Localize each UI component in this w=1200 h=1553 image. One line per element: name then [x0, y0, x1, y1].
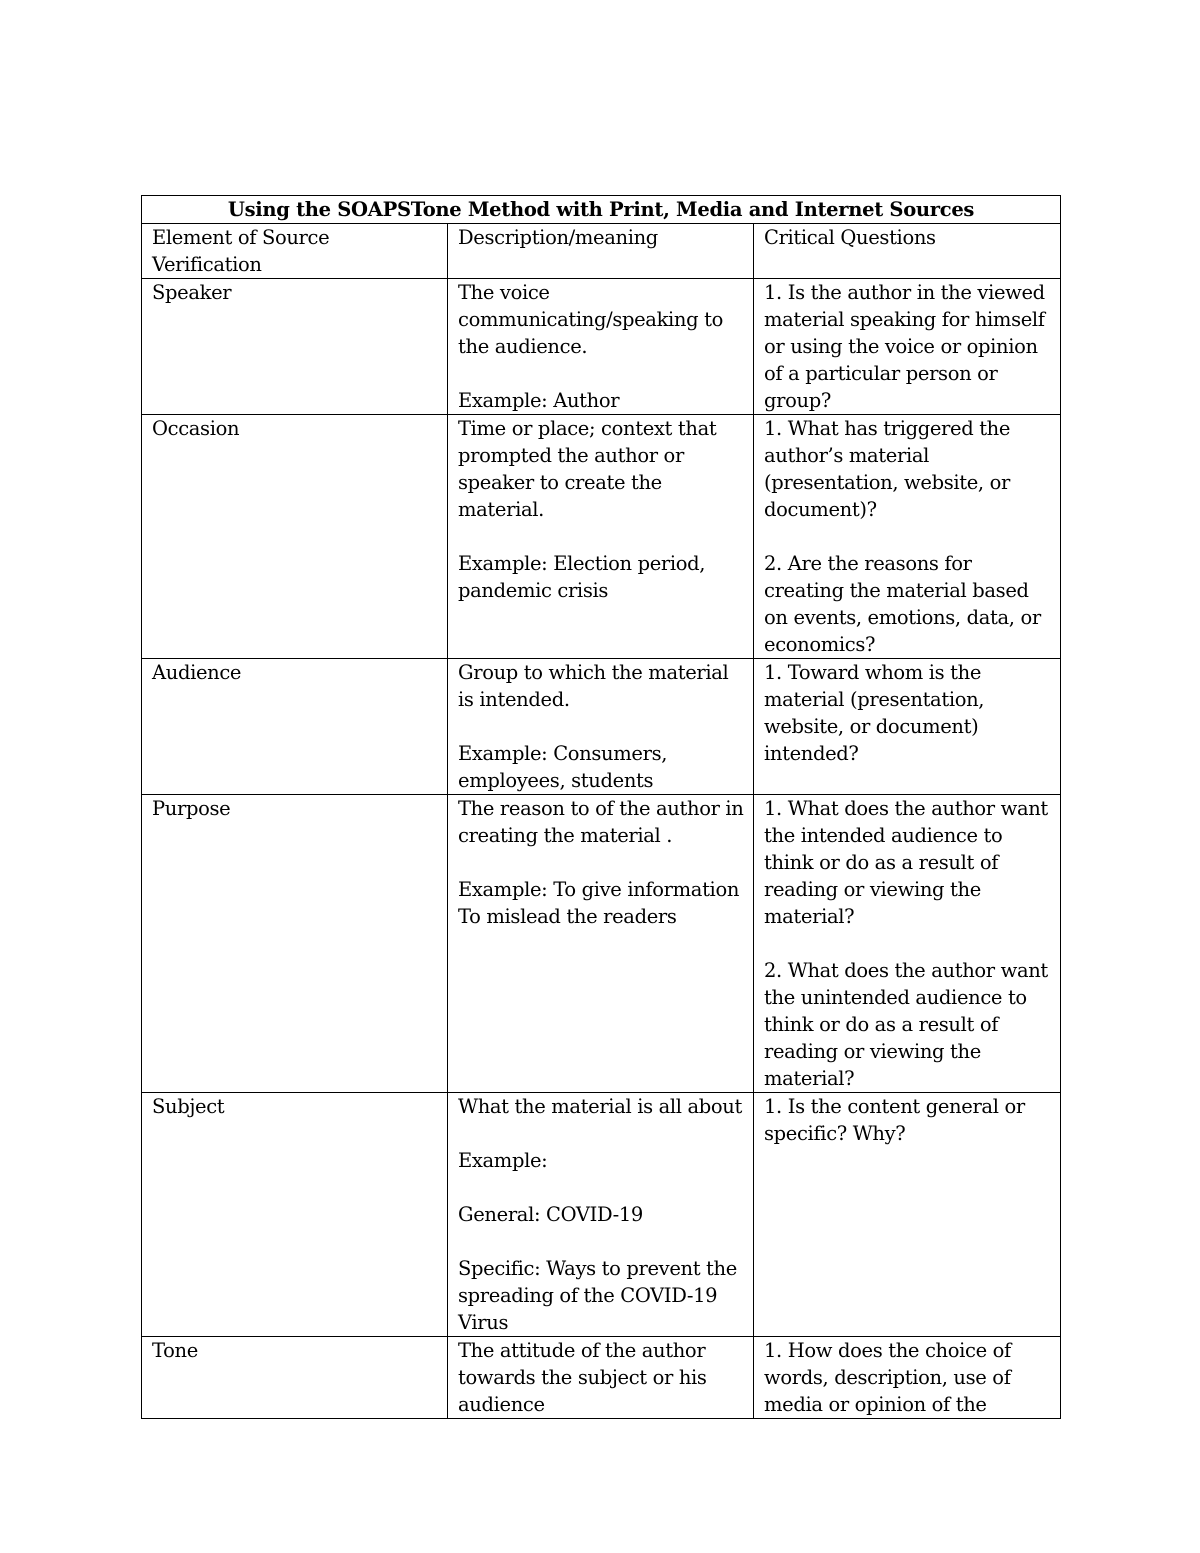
description-subject: What the material is all about Example: General: COVID-19 Specific: Ways to prevent the spreading of the COVID-19 Virus — [458, 1095, 742, 1334]
cell-questions — [754, 279, 1061, 415]
element-tone: Tone — [152, 1339, 198, 1362]
element-occasion: Occasion — [152, 417, 240, 440]
table-header-row — [142, 224, 1061, 279]
cell-description — [448, 415, 754, 659]
questions-tone: 1. How does the choice of words, description, use of media or opinion of the — [764, 1339, 1011, 1416]
cell-element — [142, 659, 448, 795]
questions-occasion: 1. What has triggered the author’s material (presentation, website, or document)? 2. Are the reasons for creating the material based on events, emotions, data, or economics? — [764, 417, 1041, 656]
cell-questions — [754, 795, 1061, 1093]
header-element-text: Element of Source Verification — [152, 226, 330, 276]
cell-questions — [754, 415, 1061, 659]
questions-purpose: 1. What does the author want the intended audience to think or do as a result of reading or viewing the material? 2. What does the author want the unintended audience to think or do as a result of reading or viewing the material? — [764, 797, 1048, 1090]
header-description — [448, 224, 754, 279]
cell-description — [448, 1093, 754, 1337]
cell-element — [142, 1093, 448, 1337]
cell-element — [142, 795, 448, 1093]
description-audience: Group to which the material is intended. Example: Consumers, employees, students — [458, 661, 729, 792]
table-row-purpose — [142, 795, 1061, 1093]
description-speaker: The voice communicating/speaking to the audience. Example: Author — [458, 281, 724, 412]
element-purpose: Purpose — [152, 797, 231, 820]
cell-questions — [754, 1093, 1061, 1337]
table-row-subject — [142, 1093, 1061, 1337]
description-occasion: Time or place; context that prompted the author or speaker to create the material. Example: Election period, pandemic crisis — [458, 417, 717, 602]
element-subject: Subject — [152, 1095, 225, 1118]
cell-description — [448, 1337, 754, 1419]
table-row-audience — [142, 659, 1061, 795]
element-speaker: Speaker — [152, 281, 232, 304]
element-audience: Audience — [152, 661, 242, 684]
soapstone-table — [141, 195, 1061, 1419]
cell-questions — [754, 659, 1061, 795]
header-description-text: Description/meaning — [458, 226, 658, 249]
table-row-speaker — [142, 279, 1061, 415]
description-purpose: The reason to of the author in creating the material . Example: To give information To mislead the readers — [458, 797, 744, 928]
cell-description — [448, 795, 754, 1093]
cell-element — [142, 279, 448, 415]
questions-audience: 1. Toward whom is the material (presentation, website, or document) intended? — [764, 661, 985, 765]
questions-subject: 1. Is the content general or specific? Why? — [764, 1095, 1025, 1145]
table-row-occasion — [142, 415, 1061, 659]
table-title-row — [142, 196, 1061, 224]
description-tone: The attitude of the author towards the subject or his audience — [458, 1339, 707, 1416]
cell-description — [448, 659, 754, 795]
cell-questions — [754, 1337, 1061, 1419]
questions-speaker: 1. Is the author in the viewed material speaking for himself or using the voice or opinion of a particular person or group? — [764, 281, 1045, 412]
header-questions — [754, 224, 1061, 279]
header-element — [142, 224, 448, 279]
cell-description — [448, 279, 754, 415]
cell-element — [142, 1337, 448, 1419]
cell-element — [142, 415, 448, 659]
table-row-tone — [142, 1337, 1061, 1419]
table-title: Using the SOAPSTone Method with Print, Media and Internet Sources — [142, 196, 1061, 224]
header-questions-text: Critical Questions — [764, 226, 936, 249]
